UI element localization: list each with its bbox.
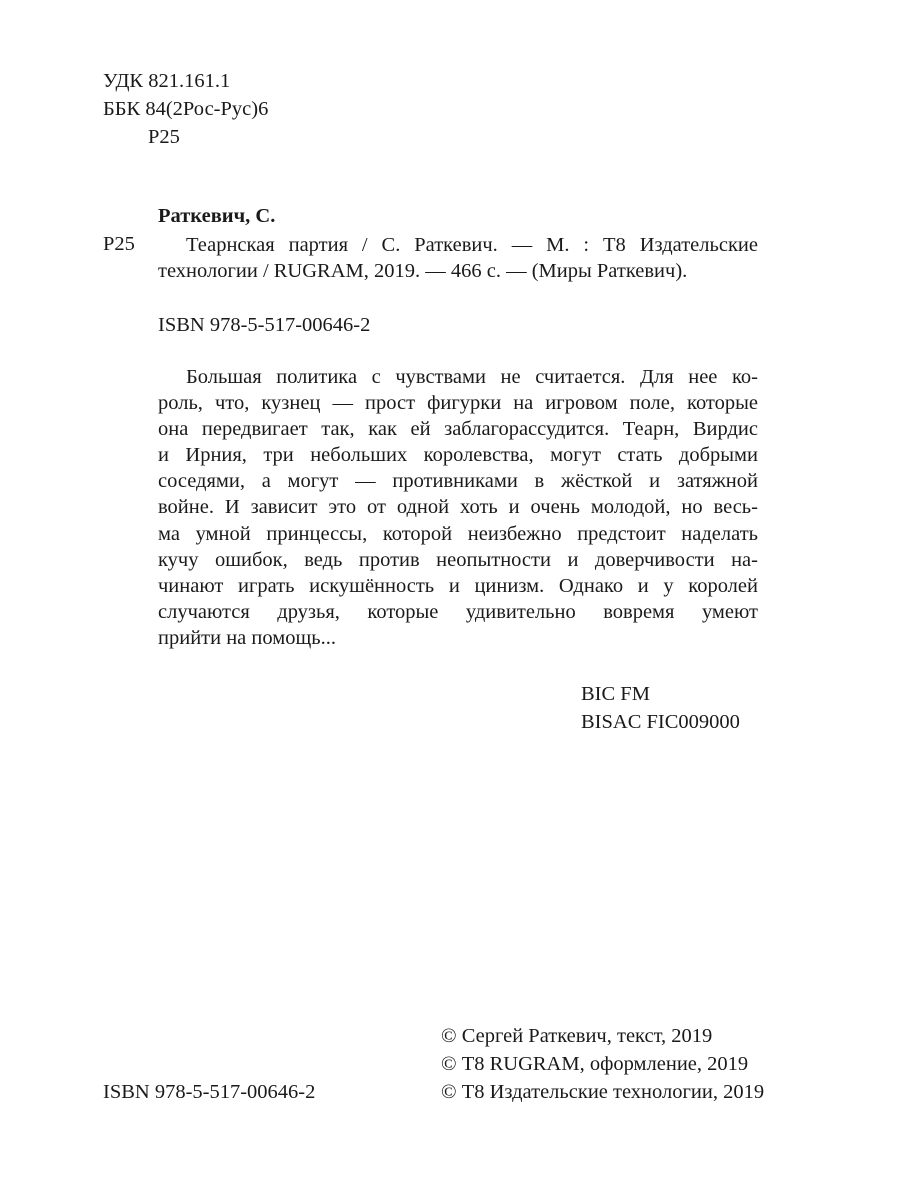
copyright-line: © Т8 RUGRAM, оформление, 2019 xyxy=(441,1053,749,1075)
annotation-line: соседями, а могут — противниками в жёсткой и затяжной xyxy=(158,470,758,493)
annotation-line: она передвигает так, как ей заблагорассудится. Теарн, Вирдис xyxy=(158,418,758,441)
annotation-line: и Ирния, три небольших королевства, могут стать добрыми xyxy=(158,444,758,467)
bic-code: BIC FM xyxy=(581,683,650,705)
copyright-line: © Сергей Раткевич, текст, 2019 xyxy=(441,1025,713,1047)
bisac-code: BISAC FIC009000 xyxy=(581,711,740,733)
copyright-line: © Т8 Издательские технологии, 2019 xyxy=(441,1081,765,1103)
bibliographic-description xyxy=(158,232,758,284)
bibliographic-line: технологии / RUGRAM, 2019. — 466 с. — (Миры Раткевич). xyxy=(158,260,688,282)
annotation-line: войне. И зависит это от одной хоть и очень молодой, но весь- xyxy=(158,496,758,519)
annotation-line: Большая политика с чувствами не считается. Для нее ко- xyxy=(186,366,758,388)
annotation-line: прийти на помощь... xyxy=(158,626,336,649)
author-sign: Р25 xyxy=(103,233,135,255)
annotation-line: случаются друзья, которые удивительно вовремя умеют xyxy=(158,600,758,623)
annotation-line: ма умной принцессы, которой неизбежно предстоит наделать xyxy=(158,522,758,545)
annotation-line: чинают играть искушённость и цинизм. Однако и у королей xyxy=(158,574,758,597)
isbn-main: ISBN 978-5-517-00646-2 xyxy=(158,314,371,336)
annotation xyxy=(158,364,758,651)
annotation-line: кучу ошибок, ведь против неопытности и доверчивости на- xyxy=(158,548,758,571)
udk-code: УДК 821.161.1 xyxy=(103,70,231,92)
isbn-bottom: ISBN 978-5-517-00646-2 xyxy=(103,1081,316,1103)
annotation-line: роль, что, кузнец — прост фигурки на игровом поле, которые xyxy=(158,392,758,415)
author-heading: Раткевич, С. xyxy=(158,205,276,227)
bibliographic-line: Теарнская партия / С. Раткевич. — М. : Т8 Издательские xyxy=(186,234,758,256)
bbk-code: ББК 84(2Рос-Рус)6 xyxy=(103,98,269,120)
author-sign-top: Р25 xyxy=(148,126,180,148)
